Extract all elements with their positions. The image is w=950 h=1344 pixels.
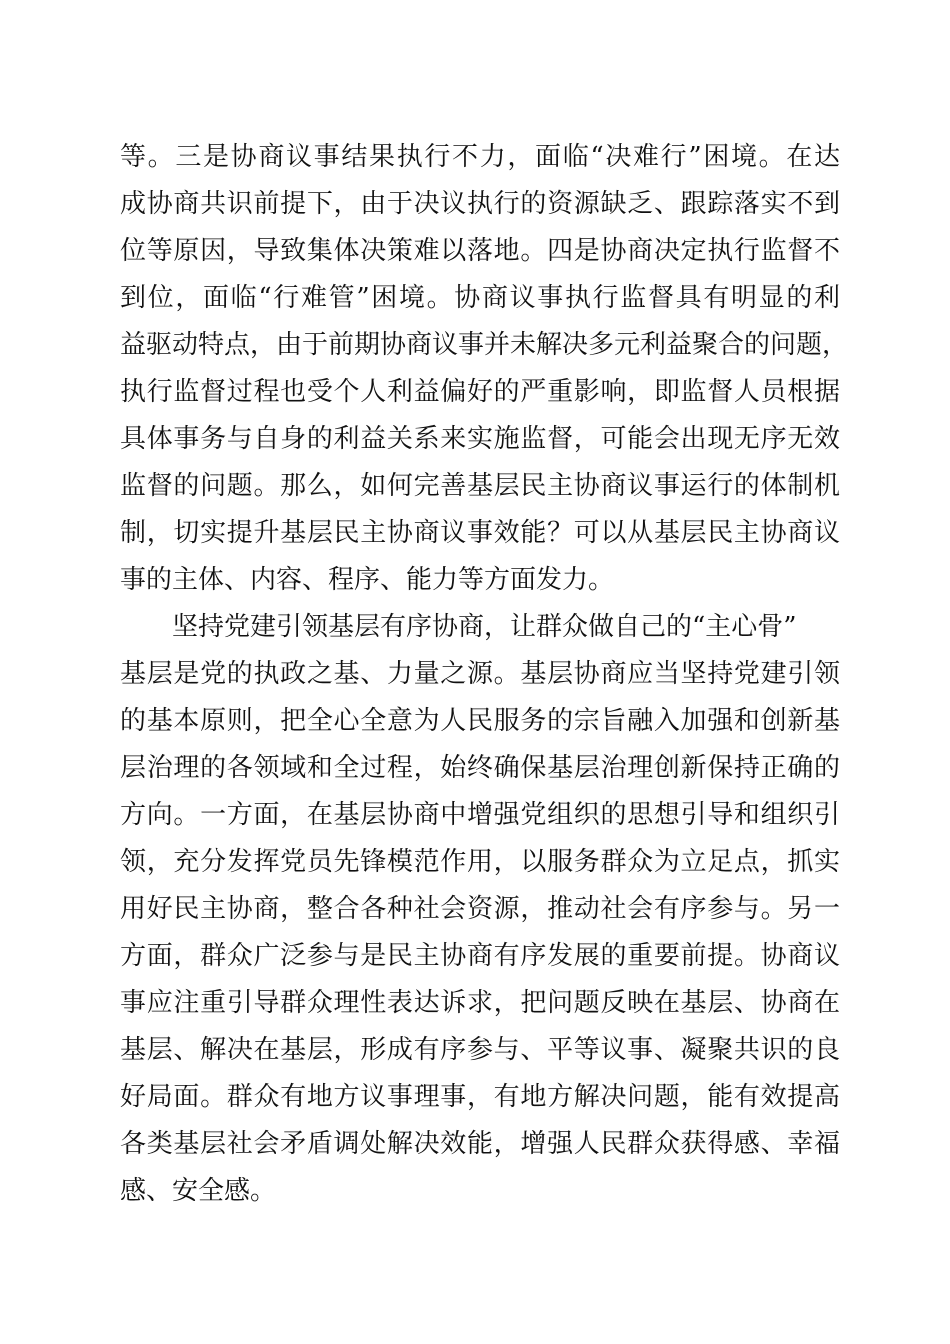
text-line: 好局面。群众有地方议事理事，有地方解决问题，能有效提高 [120,1082,840,1112]
text-line: 基层是党的执政之基、力量之源。基层协商应当坚持党建引领 [120,659,840,689]
text-line: 成协商共识前提下，由于决议执行的资源缺乏、跟踪落实不到 [120,189,840,219]
text-line: 用好民主协商，整合各种社会资源，推动社会有序参与。另一 [120,894,840,924]
text-line: 领，充分发挥党员先锋模范作用，以服务群众为立足点，抓实 [120,847,840,877]
text-line: 感、安全感。 [120,1176,277,1206]
text-line: 层治理的各领域和全过程，始终确保基层治理创新保持正确的 [120,753,840,783]
text-line: 执行监督过程也受个人利益偏好的严重影响，即监督人员根据 [120,377,840,407]
text-line: 事的主体、内容、程序、能力等方面发力。 [120,565,615,595]
text-line: 具体事务与自身的利益关系来实施监督，可能会出现无序无效 [120,424,840,454]
text-line: 各类基层社会矛盾调处解决效能，增强人民群众获得感、幸福 [120,1129,840,1159]
text-line: 位等原因，导致集体决策难以落地。四是协商决定执行监督不 [120,236,840,266]
paragraph-2 [120,604,840,1215]
text-line: 等。三是协商议事结果执行不力，面临“决难行”困境。在达 [120,142,840,172]
text-line: 基层、解决在基层，形成有序参与、平等议事、凝聚共识的良 [120,1035,840,1065]
document-body [120,134,849,1215]
text-line: 制，切实提升基层民主协商议事效能？可以从基层民主协商议 [120,518,840,548]
text-line: 益驱动特点，由于前期协商议事并未解决多元利益聚合的问题， [120,330,849,360]
paragraph-1 [120,134,849,604]
text-line: 监督的问题。那么，如何完善基层民主协商议事运行的体制机 [120,471,840,501]
text-line: 方面，群众广泛参与是民主协商有序发展的重要前提。协商议 [120,941,840,971]
text-line: 事应注重引导群众理性表达诉求，把问题反映在基层、协商在 [120,988,840,1018]
section-heading: 坚持党建引领基层有序协商，让群众做自己的“主心骨” [172,612,797,642]
text-line: 到位，面临“行难管”困境。协商议事执行监督具有明显的利 [120,283,840,313]
text-line: 方向。一方面，在基层协商中增强党组织的思想引导和组织引 [120,800,840,830]
text-line: 的基本原则，把全心全意为人民服务的宗旨融入加强和创新基 [120,706,840,736]
